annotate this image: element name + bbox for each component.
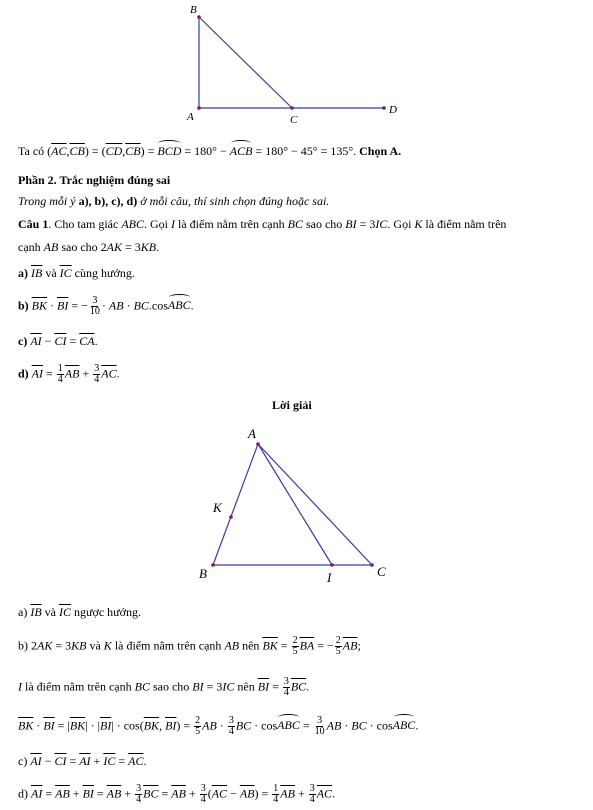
label-b: B [190, 4, 197, 16]
point-b-2 [211, 563, 215, 567]
solution-c: c) $\overline{AI} - \overline{CI} = \overline{AI} + \overline{IC} = \overline{AC}$. [18, 754, 147, 768]
segment-ac-2 [258, 444, 372, 565]
solution-a: a) $\overline{IB}$ và $\overline{IC}$ ngược hướng. [18, 605, 142, 619]
si-c: nên [237, 679, 255, 694]
sb-a: và [89, 638, 101, 653]
solution-i: I là điểm nằm trên cạnh BC sao cho BI = 3IC nên $\overline{BI}$ = $\frac{3}{4}$ $\overline{BC}$. [18, 676, 310, 698]
q1-c: là điểm nằm trên cạnh [178, 217, 285, 231]
label-c-item: c) [18, 334, 28, 348]
label-c-2: C [377, 564, 386, 579]
solution-b: b) 2AK = 3KB và K là điểm nằm trên cạnh AB nên $\overline{BK}$ = $\frac{2}{5}$ $\overline{BA}$ = − $\frac{2}{5}$ $\overline{AB}$; [18, 635, 361, 657]
conclusion-line: Ta có $(\overline{AC},\overline{CB}) = (\overline{CD},\overline{CB})$ = BCD = 180° − ACB = 180° − 45° = 135°. Chọn A. [18, 144, 402, 158]
sol-label-a: a) [18, 605, 28, 619]
label-b-item: b) [18, 298, 29, 313]
sb-c: nên [242, 638, 260, 653]
segment-ai-2 [258, 444, 332, 565]
label-a: A [187, 111, 194, 123]
statement-d: d) $\overline{AI}$ = $\frac{1}{4}$ $\overline{AB}$ + $\frac{3}{4}$ $\overline{AC}$. [18, 363, 120, 385]
q1-e: . Gọi [387, 217, 412, 231]
si-a: là điểm nằm trên cạnh [25, 679, 132, 694]
point-c-2 [370, 563, 374, 567]
label-i-2: I [327, 570, 332, 585]
part-2-heading: Phần 2. Trắc nghiệm đúng sai [18, 173, 171, 187]
point-i-2 [330, 563, 334, 567]
label-k-2: K [213, 500, 222, 515]
solution-heading: Lời giải [272, 398, 312, 412]
same-direction: cùng hướng. [74, 266, 135, 280]
q1-h: sao cho [61, 240, 98, 254]
point-a-2 [256, 442, 260, 446]
question-1-label: Câu 1 [18, 217, 49, 231]
label-c: C [290, 114, 298, 126]
sb-b: là điểm nằm trên cạnh [114, 638, 222, 653]
text-135: = 180° − 45° = 135° [255, 144, 354, 158]
statement-c: c) $\overline{AI} - \overline{CI} = \overline{CA}$. [18, 334, 98, 348]
statement-b: b) $\overline{BK} \cdot \overline{BI}$ = − $\frac{3}{10}$ · AB · BC.cosABC. [18, 295, 194, 317]
q1-a: . Cho tam giác [48, 217, 119, 231]
q1-g: cạnh [18, 240, 41, 254]
question-1-line-2: cạnh AB sao cho 2AK = 3KB. [18, 240, 160, 254]
label-d-item: d) [18, 366, 29, 381]
question-1-line-1: Câu 1. Cho tam giác ABC. Gọi I là điểm nằm trên cạnh BC sao cho BI = 3IC. Gọi K là điểm nằm trên [18, 217, 507, 231]
q1-f: là điểm nằm trên [425, 217, 507, 231]
sol-label-b: b) [18, 638, 28, 653]
instr-part-b: a), b), c), d) [78, 194, 138, 208]
and-2: và [44, 605, 56, 619]
point-k-2 [229, 515, 233, 519]
instr-part-a: Trong mỗi ý [18, 194, 76, 208]
label-d: D [389, 104, 397, 116]
q1-d: sao cho [305, 217, 343, 231]
and-1: và [45, 266, 57, 280]
opposite-direction: ngược hướng. [73, 605, 142, 619]
statement-a: a) $\overline{IB}$ và $\overline{IC}$ cùng hướng. [18, 266, 135, 280]
label-b-2: B [199, 566, 207, 581]
instr-part-c: ở mỗi câu, thí sinh chọn đúng hoặc sai. [140, 194, 330, 208]
q1-b: . Gọi [144, 217, 168, 231]
solution-d: d) $\overline{AI} = \overline{AB} + \overline{BI} = \overline{AB}$ + $\frac{3}{4}$ $\overline{BC} = \overline{AB}$ + $\frac{3}{4}$ $(\overline{AC} - \overline{AB})$ = $\frac{1}{4}$ $\overline{AB}$ + $\frac{3}{4}$ $\overline{AC}$. [18, 783, 336, 805]
si-b: sao cho [152, 679, 190, 694]
text-ta-co: Ta có [18, 144, 45, 158]
sol-label-c: c) [18, 754, 28, 768]
label-a-item: a) [18, 266, 28, 280]
text-180: 180° − [194, 144, 230, 158]
solution-dot-product: $\overline{BK} \cdot \overline{BI} = |\overline{BK}| \cdot |\overline{BI}| \cdot \cos(\overline{BK}$, $\overline{BI}$) = $\frac{2}{5}$ AB · $\frac{3}{4}$ BC · cosABC = $\frac{3}{10}$ AB · BC · cosABC. [18, 715, 419, 737]
text-answer: Chọn A. [359, 144, 402, 158]
sol-label-d: d) [18, 786, 28, 801]
label-a-2: A [248, 426, 256, 441]
